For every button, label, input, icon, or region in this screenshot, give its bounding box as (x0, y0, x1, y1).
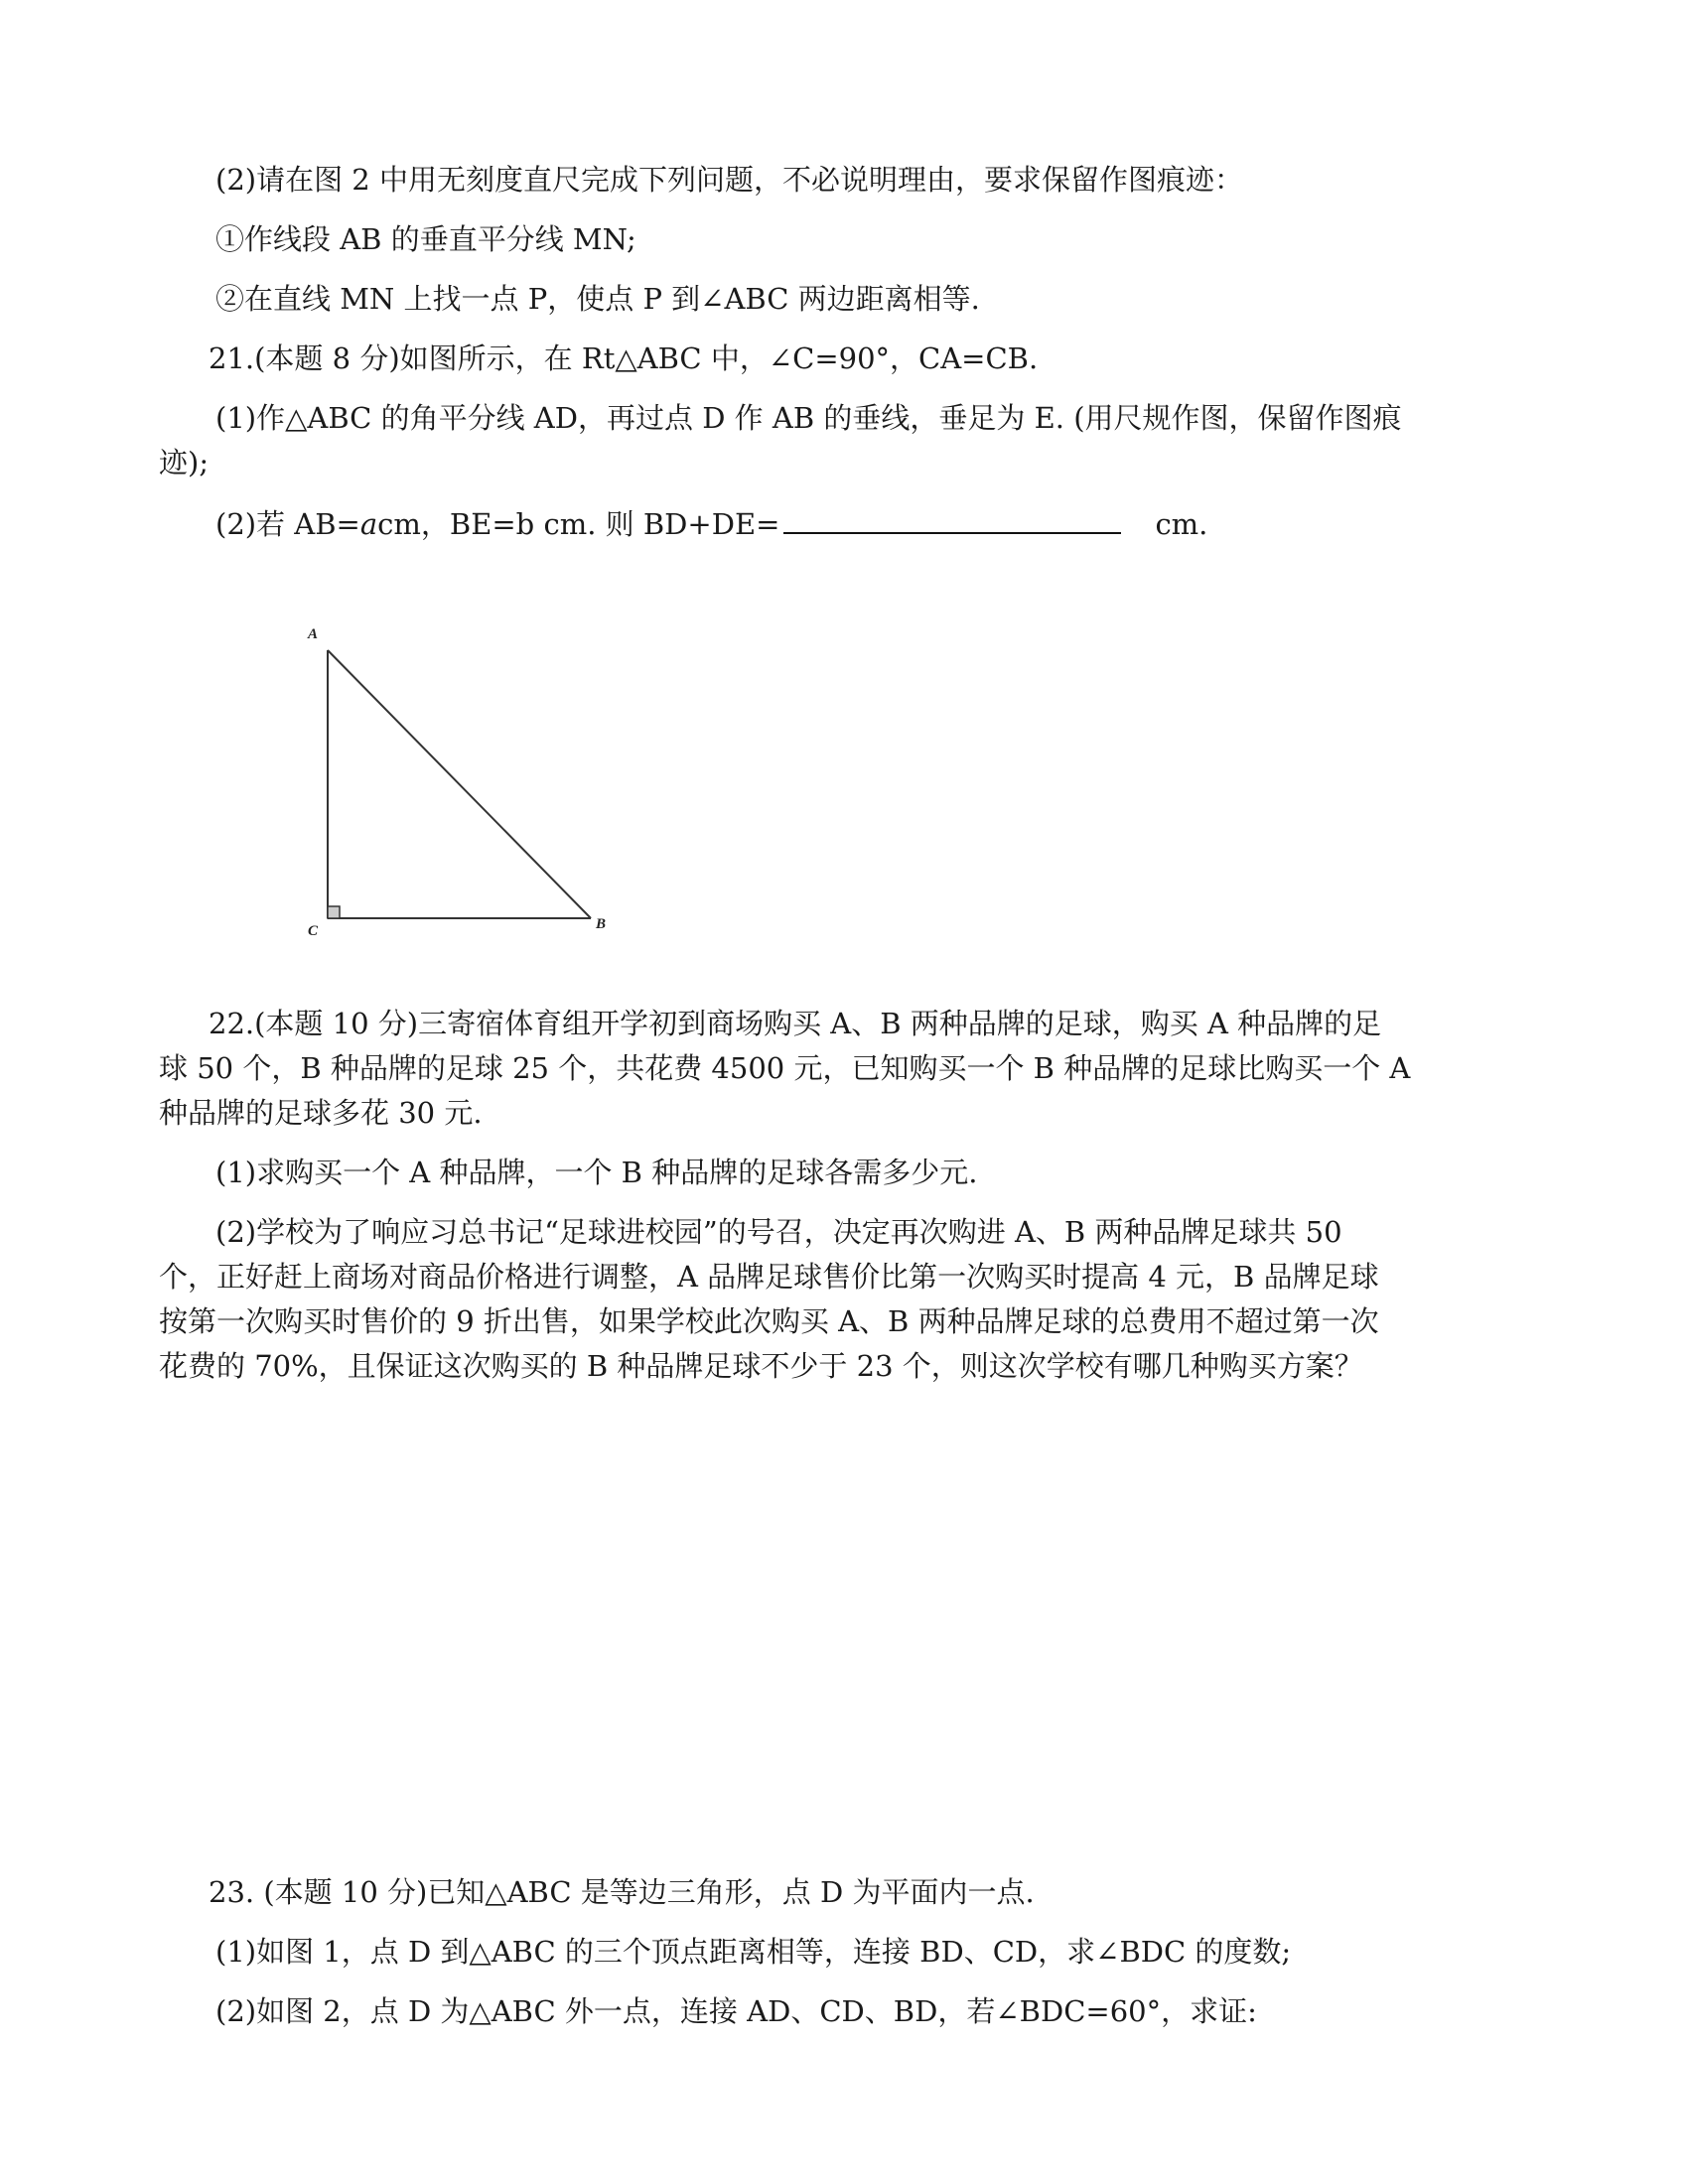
q21-part2-unit: cm. (1155, 507, 1208, 541)
q22-part1: (1)求购买一个 A 种品牌，一个 B 种品牌的足球各需多少元. (215, 1156, 978, 1189)
q21-part1-line2: 迹); (159, 446, 210, 479)
triangle-figure (298, 620, 616, 938)
q21-part2-mid: cm，BE=b cm. 则 BD+DE= (377, 507, 780, 541)
q21-part2 (215, 504, 1207, 542)
q21-var-a: a (359, 507, 378, 541)
q22-line2: 球 50 个，B 种品牌的足球 25 个，共花费 4500 元，已知购买一个 B 种品牌的足球比购买一个 A (159, 1051, 1411, 1085)
q23-part1: (1)如图 1，点 D 到△ABC 的三个顶点距离相等，连接 BD、CD，求∠BDC 的度数; (215, 1935, 1292, 1969)
answer-blank[interactable] (783, 504, 1121, 534)
label-b: B (596, 916, 607, 932)
label-c: C (308, 923, 319, 938)
q20-step1: ①作线段 AB 的垂直平分线 MN; (215, 222, 636, 256)
q23-header: 23. (本题 10 分)已知△ABC 是等边三角形，点 D 为平面内一点. (209, 1875, 1035, 1909)
side-ab (328, 650, 591, 918)
q22-part2-line4: 花费的 70%，且保证这次购买的 B 种品牌足球不少于 23 个，则这次学校有哪几种购买方案？ (159, 1349, 1363, 1383)
right-angle-mark (328, 906, 340, 918)
q20-step2: ②在直线 MN 上找一点 P，使点 P 到∠ABC 两边距离相等. (215, 282, 980, 316)
q22-part2-line1: (2)学校为了响应习总书记“足球进校园”的号召，决定再次购进 A、B 两种品牌足球共 50 (215, 1215, 1342, 1249)
q23-part2: (2)如图 2，点 D 为△ABC 外一点，连接 AD、CD、BD，若∠BDC=60°，求证: (215, 1994, 1257, 2028)
q22-line1: 22.(本题 10 分)三寄宿体育组开学初到商场购买 A、B 两种品牌的足球，购买 A 种品牌的足 (209, 1007, 1382, 1040)
q21-part1-line1: (1)作△ABC 的角平分线 AD，再过点 D 作 AB 的垂线，垂足为 E. (用尺规作图，保留作图痕 (215, 401, 1402, 435)
q22-line3: 种品牌的足球多花 30 元. (159, 1096, 483, 1130)
q21-header: 21.(本题 8 分)如图所示，在 Rt△ABC 中，∠C=90°，CA=CB. (209, 341, 1039, 375)
q22-part2-line2: 个，正好赶上商场对商品价格进行调整，A 品牌足球售价比第一次购买时提高 4 元，B 品牌足球 (159, 1260, 1379, 1294)
q22-part2-line3: 按第一次购买时售价的 9 折出售，如果学校此次购买 A、B 两种品牌足球的总费用不超过第一次 (159, 1304, 1379, 1338)
q20-part2-intro: (2)请在图 2 中用无刻度直尺完成下列问题，不必说明理由，要求保留作图痕迹： (215, 163, 1243, 197)
label-a: A (308, 626, 319, 642)
q21-part2-prefix: (2)若 AB= (215, 507, 360, 541)
